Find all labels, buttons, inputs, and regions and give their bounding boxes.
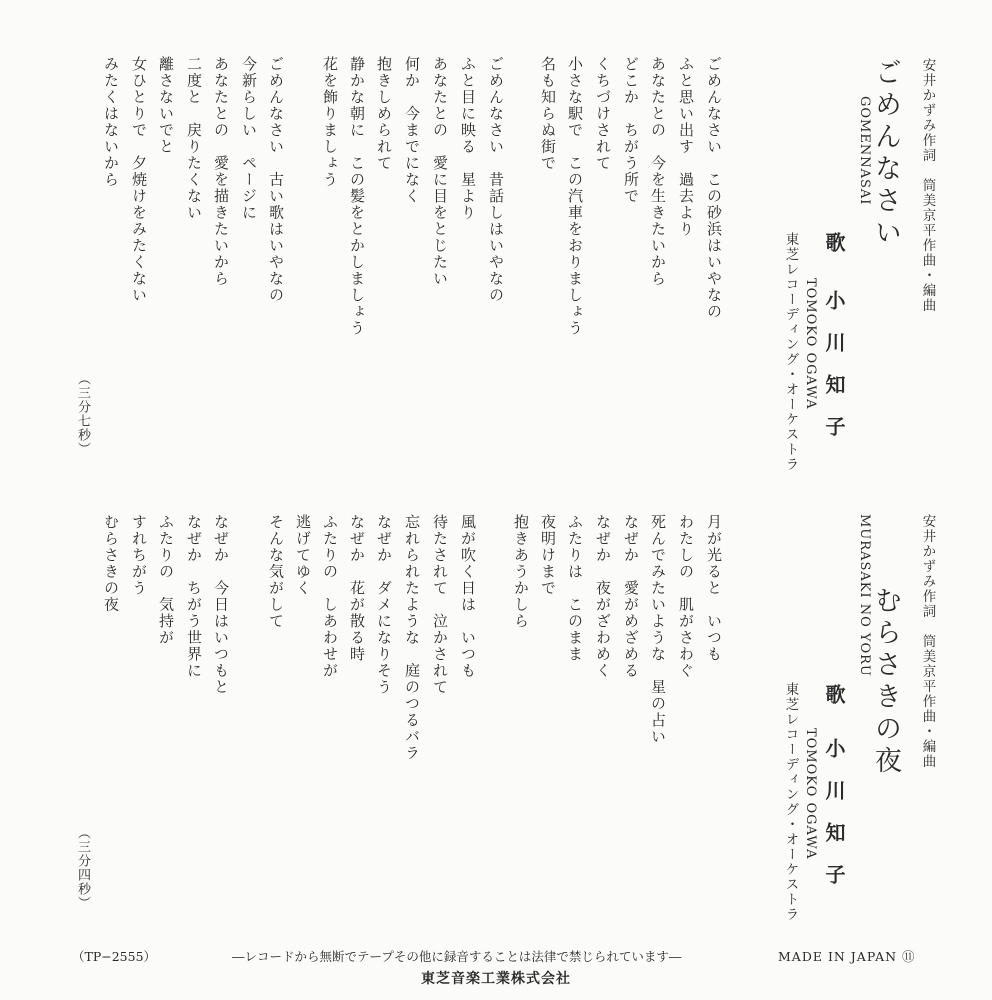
song1-lyric-line: 小さな駅で この汽車をおりましょう	[566, 56, 584, 337]
song1-lyric-line: ごめんなさい 古い歌はいやなの	[267, 56, 285, 304]
song2-lyric-line: 風が吹く日は いつも	[459, 514, 477, 679]
song1-lyric-line: あなたとの 愛を描きたいから	[212, 56, 230, 287]
song1-lyric-line: 今新らしい ページに	[240, 56, 258, 221]
song2-duration: （三分四秒）	[75, 826, 90, 910]
song1-orchestra: 東芝レコーディング・オーケストラ	[782, 232, 799, 472]
song2-lyric-line: 夜明けまで	[539, 514, 557, 597]
song2-lyric-line: 抱きあうかしら	[512, 514, 530, 630]
song1-duration: （三分七秒）	[75, 372, 90, 456]
song2-lyric-line: なぜか 夜がざわめく	[594, 514, 612, 679]
song2-lyric-line: ふたりは このまま	[566, 514, 584, 663]
song2-lyric-line: ふたりの 気持が	[157, 514, 175, 646]
song2-lyric-line: 月が光ると いつも	[705, 514, 723, 663]
song2-title: むらさきの夜	[870, 586, 901, 778]
song1-lyric-line: 静かな朝に この髪をとかしましょう	[348, 56, 366, 337]
song1-lyric-line: 花を飾りましょう	[321, 56, 339, 188]
song1-title-romaji: GOMENNASAI	[857, 96, 872, 206]
song2-lyric-line: わたしの 肌がさわぐ	[677, 514, 695, 679]
song2-orchestra: 東芝レコーディング・オーケストラ	[782, 682, 799, 922]
song2-lyric-line: 待たされて 泣かされて	[431, 514, 449, 696]
song1-lyric-line: 名も知らぬ街で	[539, 56, 557, 172]
song1-lyric-line: 女ひとりで 夕焼けをみたくない	[130, 56, 148, 304]
song2-lyric-line: なぜか ちがう世界に	[185, 514, 203, 679]
song1-lyric-line: 何か 今までになく	[403, 56, 421, 205]
song1-singer-label: 歌	[822, 232, 846, 252]
song2-lyric-line: 忘れられたような 庭のつるバラ	[403, 514, 421, 762]
company-name: 東芝音楽工業株式会社	[421, 971, 571, 987]
song1-lyric-line: どこか ちがう所で	[622, 56, 640, 205]
song2-lyric-line: すれちがう	[130, 514, 148, 597]
copyright-notice: ―レコードから無断でテープその他に録音することは法律で禁じられています―	[232, 949, 682, 964]
song2-singer-romaji: TOMOKO OGAWA	[803, 728, 818, 860]
song1-lyric-line: ふと目に映る 星より	[459, 56, 477, 221]
song2-lyric-line: 逃げてゆく	[294, 514, 312, 597]
song2-lyric-line: そんな気がして	[267, 514, 285, 630]
song1-lyric-line: 二度と 戻りたくない	[185, 56, 203, 221]
catalog-number: （TP−2555）	[72, 949, 157, 964]
song1-credit-writers: 安井かずみ作詞 筒美京平作曲・編曲	[919, 58, 936, 313]
song1-lyric-line: くちづけされて	[594, 56, 612, 172]
song2-lyric-line: なぜか 花が散る時	[348, 514, 366, 663]
song1-title: ごめんなさい	[870, 58, 901, 250]
song2-lyric-line: なぜか 今日はいつもと	[212, 514, 230, 696]
song1-lyric-line: あなたとの 今を生きたいから	[649, 56, 667, 287]
song1-lyric-line: 抱きしめられて	[375, 56, 393, 172]
song2-lyric-line: なぜか 愛がめざめる	[622, 514, 640, 679]
song2-lyric-line: なぜか ダメになりそう	[375, 514, 393, 696]
song1-lyric-line: あなたとの 愛に目をとじたい	[431, 56, 449, 287]
song1-lyric-line: みたくはないから	[102, 56, 120, 188]
song1-lyric-line: ごめんなさい この砂浜はいやなの	[705, 56, 723, 320]
song1-lyric-line: ごめんなさい 昔話しはいやなの	[487, 56, 505, 304]
song2-lyric-line: ふたりの しあわせが	[321, 514, 339, 679]
made-in-label: MADE IN JAPAN ⑪	[778, 949, 916, 964]
song2-title-romaji: MURASAKI NO YORU	[857, 514, 872, 677]
song1-lyric-line: 離さないでと	[157, 56, 175, 155]
song2-lyric-line: むらさきの夜	[102, 514, 120, 613]
song1-lyric-line: ふと思い出す 過去より	[677, 56, 695, 238]
song1-singer-romaji: TOMOKO OGAWA	[803, 278, 818, 410]
song2-singer-label: 歌	[822, 684, 846, 704]
song2-credit-writers: 安井かずみ作詞 筒美京平作曲・編曲	[919, 514, 936, 769]
song2-lyric-line: 死んでみたいような 星の占い	[649, 514, 667, 745]
song2-singer: 小川知子	[822, 738, 846, 906]
song1-singer: 小川知子	[822, 290, 846, 458]
